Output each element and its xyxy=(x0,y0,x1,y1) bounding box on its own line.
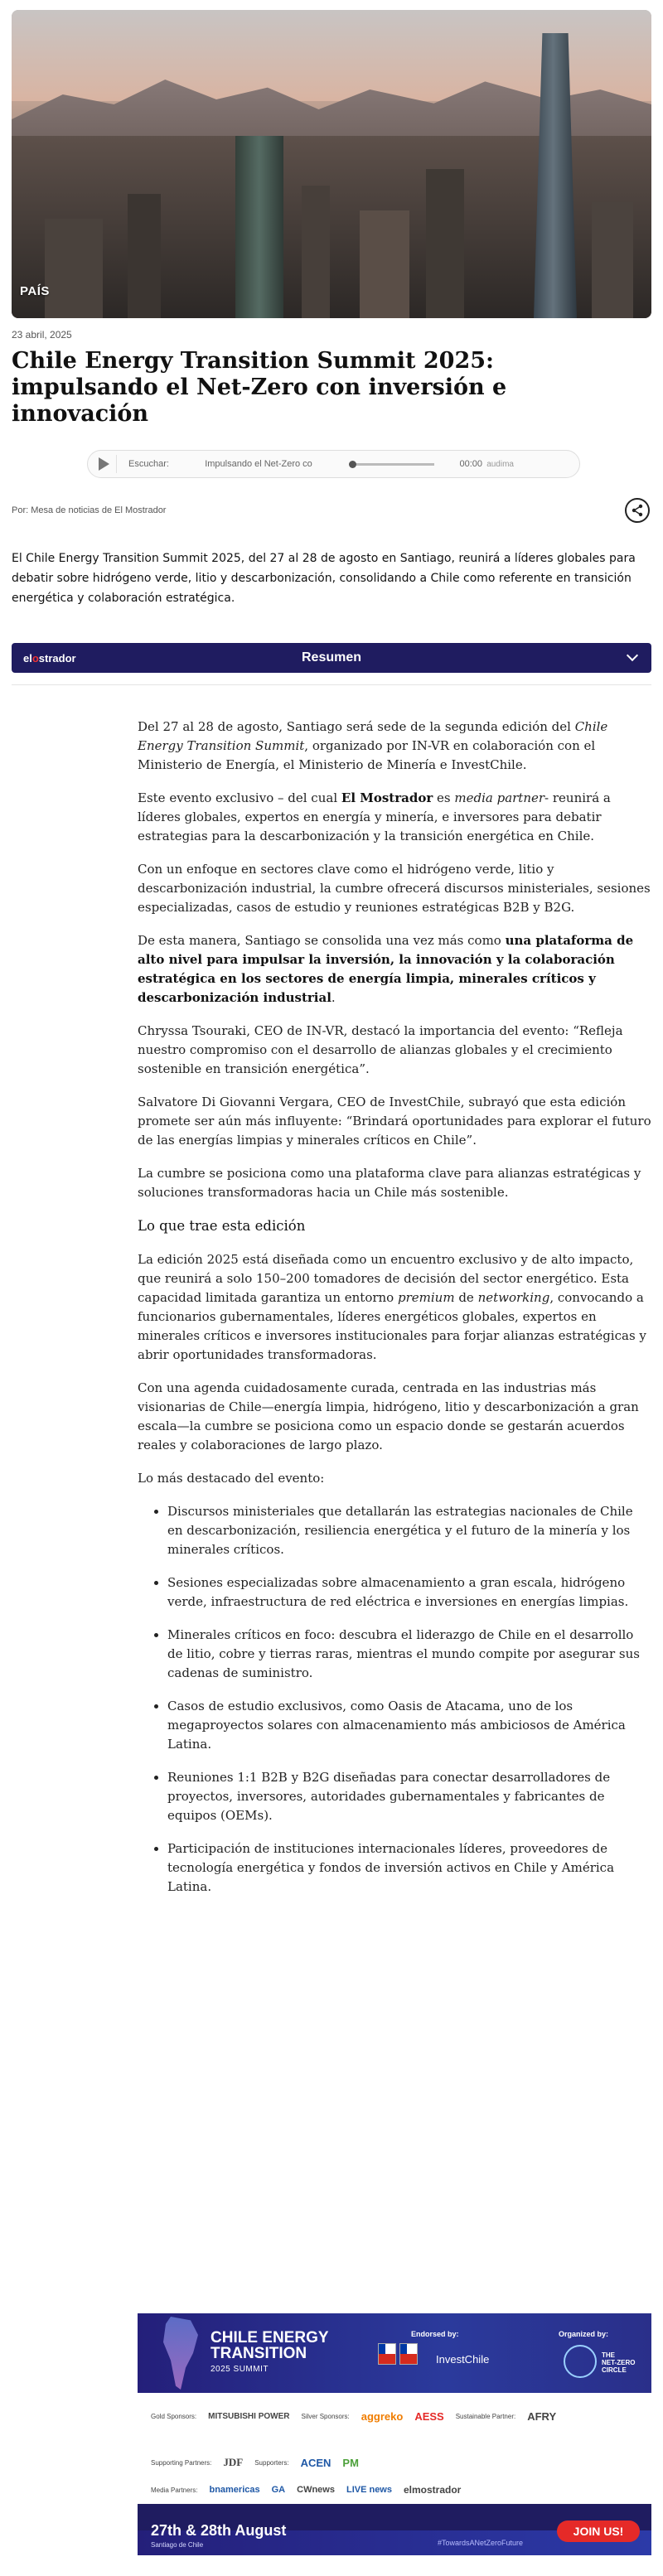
hero-building xyxy=(360,210,409,318)
sponsor-logo: JDF xyxy=(223,2456,244,2468)
sustainable-partner-label: Sustainable Partner: xyxy=(455,2412,516,2420)
article-lead: El Chile Energy Transition Summit 2025, del 27 al 28 de agosto en Santiago, reunirá a líderes globales para debatir sobre hidrógeno verde, litio y descarbonización, consolidando a Chile como referente en transición energética y colaboración estratégica. xyxy=(12,552,636,605)
banner-title: CHILE ENERGY TRANSITION xyxy=(211,2329,329,2362)
supporting-partners-label: Supporting Partners: xyxy=(151,2458,212,2467)
category-badge[interactable]: PAÍS xyxy=(20,284,50,298)
article-title: Chile Energy Transition Summit 2025: impulsando el Net-Zero con inversión e innovación xyxy=(12,348,507,427)
audio-brand[interactable]: audima xyxy=(486,459,514,469)
event-banner[interactable] xyxy=(138,2313,651,2555)
sponsors-row xyxy=(138,2393,651,2439)
share-icon xyxy=(631,504,644,517)
divider xyxy=(12,684,651,685)
audio-progress-bar[interactable] xyxy=(351,463,434,466)
play-button[interactable] xyxy=(88,450,116,478)
sponsor-logo: bnamericas xyxy=(209,2485,260,2495)
government-logos xyxy=(378,2343,418,2365)
resumen-label: Resumen xyxy=(301,650,362,665)
list-item: • Participación de instituciones internacionales líderes, proveedores de tecnología energética y fondos de inversión activos en Chile y América Latina. xyxy=(167,1839,651,1897)
chile-flag-icon xyxy=(378,2343,396,2365)
logo-accent: o xyxy=(31,651,39,665)
sponsor-logo: ACEN xyxy=(300,2456,332,2469)
list-item: • Reuniones 1:1 B2B y B2G diseñadas para conectar desarrolladores de proyectos, inversores, autoridades gubernamentales y fabricantes de equipos (OEMs). xyxy=(167,1768,651,1825)
event-place: Santiago de Chile xyxy=(151,2541,204,2549)
banner-subtitle: 2025 SUMMIT xyxy=(211,2365,269,2374)
paragraph: Salvatore Di Giovanni Vergara, CEO de InvestChile, subrayó que esta edición promete ser aún más influyente: “Brindará oportunidades para explorar el futuro de las energías limpias y minerales críticos en Chile”. xyxy=(138,1095,651,1148)
list-item: • Minerales críticos en foco: descubra el liderazgo de Chile en el desarrollo de litio, cobre y tierras raras, mientras el mundo compite por asegurar sus cadenas de suministro. xyxy=(167,1626,651,1683)
sponsor-logo: GA xyxy=(271,2485,286,2495)
highlights-list xyxy=(138,1502,651,1897)
hero-building xyxy=(426,169,464,318)
audio-track-title: Impulsando el Net-Zero co xyxy=(205,459,312,469)
media-row xyxy=(138,2476,651,2504)
audio-progress-knob[interactable] xyxy=(349,461,356,468)
netzero-circle-icon xyxy=(564,2345,597,2378)
paragraph: Del 27 al 28 de agosto, Santiago será sede de la segunda edición del Chile Energy Transition Summit, organizado por IN-VR en colaboración con el Ministerio de Energía, el Ministerio de Minería e InvestChile. xyxy=(138,719,608,772)
paragraph: La edición 2025 está diseñada como un encuentro exclusivo y de alto impacto, que reunirá a solo 150–200 tomadores de decisión del sector energético. Esta capacidad limitada garantiza un entorno premium de networking, convocando a funcionarios gubernamentales, líderes energéticos globales, expertos en minerales críticos e inversores institucionales para forjar alianzas estratégicas y abrir oportunidades transformadoras. xyxy=(138,1252,646,1362)
sponsor-logo: AESS xyxy=(414,2409,444,2423)
paragraph: Chryssa Tsouraki, CEO de IN-VR, destacó la importancia del evento: “Refleja nuestro compromiso con el desarrollo de alianzas globales y el crecimiento sostenible en transición energética”. xyxy=(138,1023,623,1076)
event-hashtag: #TowardsANetZeroFuture xyxy=(438,2539,524,2547)
article-date: 23 abril, 2025 xyxy=(12,329,72,341)
audio-time: 00:00 xyxy=(459,459,482,469)
hero-building xyxy=(592,202,633,318)
hero-building xyxy=(235,136,283,318)
share-button[interactable] xyxy=(625,498,650,523)
hero-building xyxy=(45,219,103,318)
audio-player xyxy=(87,450,580,478)
paragraph: Lo más destacado del evento: xyxy=(138,1471,325,1486)
organizer-name: THE NET-ZERO CIRCLE xyxy=(602,2351,636,2374)
article-body xyxy=(138,718,651,1911)
hero-image xyxy=(12,10,651,318)
list-item: • Discursos ministeriales que detallarán las estrategias nacionales de Chile en descarbonización, resiliencia energética y el futuro de la minería y los minerales críticos. xyxy=(167,1502,651,1559)
sponsor-logo: aggreko xyxy=(361,2409,404,2423)
list-item: • Casos de estudio exclusivos, como Oasis de Atacama, uno de los megaproyectos solares con almacenamiento más ambiciosos de América Latina. xyxy=(167,1697,651,1754)
hero-building xyxy=(302,186,330,318)
sponsor-logo: MITSUBISHI POWER xyxy=(208,2411,290,2421)
media-partners-label: Media Partners: xyxy=(151,2486,198,2494)
hero-building xyxy=(128,194,161,318)
supporters-label: Supporters: xyxy=(254,2458,289,2467)
chile-flag-icon xyxy=(399,2343,418,2365)
sponsor-logo: LIVE news xyxy=(346,2485,392,2495)
investchile-logo: InvestChile xyxy=(436,2353,490,2366)
sponsor-logo: AFRY xyxy=(527,2409,557,2423)
audio-listen-label: Escuchar: xyxy=(116,455,176,473)
silver-sponsors-label: Silver Sponsors: xyxy=(301,2412,350,2420)
gold-sponsors-label: Gold Sponsors: xyxy=(151,2412,197,2420)
paragraph: Este evento exclusivo – del cual El Mostrador es media partner- reunirá a líderes globales, expertos en energía y minería, e inversores para debatir estrategias para la descarbonización y la transición energética en Chile. xyxy=(138,790,611,843)
event-dates: 27th & 28th August xyxy=(151,2522,287,2539)
latam-map-graphic xyxy=(156,2317,206,2390)
paragraph: La cumbre se posiciona como una plataforma clave para alianzas estratégicas y soluciones transformadoras hacia un Chile más sostenible. xyxy=(138,1166,641,1200)
sponsor-logo: CWnews xyxy=(297,2485,335,2495)
join-us-button[interactable]: JOIN US! xyxy=(557,2520,640,2542)
resumen-toggle[interactable] xyxy=(12,643,651,673)
play-icon xyxy=(99,457,109,471)
sponsor-logo: elmostrador xyxy=(404,2484,462,2496)
sponsor-logo: PM xyxy=(342,2456,359,2469)
section-heading: Lo que trae esta edición xyxy=(138,1218,306,1234)
byline: Por: Mesa de noticias de El Mostrador xyxy=(12,505,167,515)
paragraph: Con una agenda cuidadosamente curada, centrada en las industrias más visionarias de Chile—energía limpia, hidrógeno, litio y descarbonización a gran escala—la cumbre se posiciona como un espacio donde se gestarán acuerdos reales y colaboraciones de largo plazo. xyxy=(138,1380,639,1452)
list-item: • Sesiones especializadas sobre almacenamiento a gran escala, hidrógeno verde, infraestructura de red eléctrica e inversiones en energías limpias. xyxy=(167,1573,651,1612)
paragraph: De esta manera, Santiago se consolida una vez más como una plataforma de alto nivel para impulsar la inversión, la innovación y la colaboración estratégica en los sectores de energía limpia, minerales críticos y descarbonización industrial. xyxy=(138,933,634,1005)
banner-header xyxy=(138,2313,651,2393)
resumen-logo: elostrador xyxy=(23,651,76,665)
organized-label: Organized by: xyxy=(559,2330,609,2338)
endorsed-label: Endorsed by: xyxy=(411,2330,459,2338)
paragraph: Con un enfoque en sectores clave como el hidrógeno verde, litio y descarbonización industrial, la cumbre ofrecerá discursos ministeriales, sesiones especializadas, casos de estudio y reuniones estratégicas B2B y B2G. xyxy=(138,862,651,915)
